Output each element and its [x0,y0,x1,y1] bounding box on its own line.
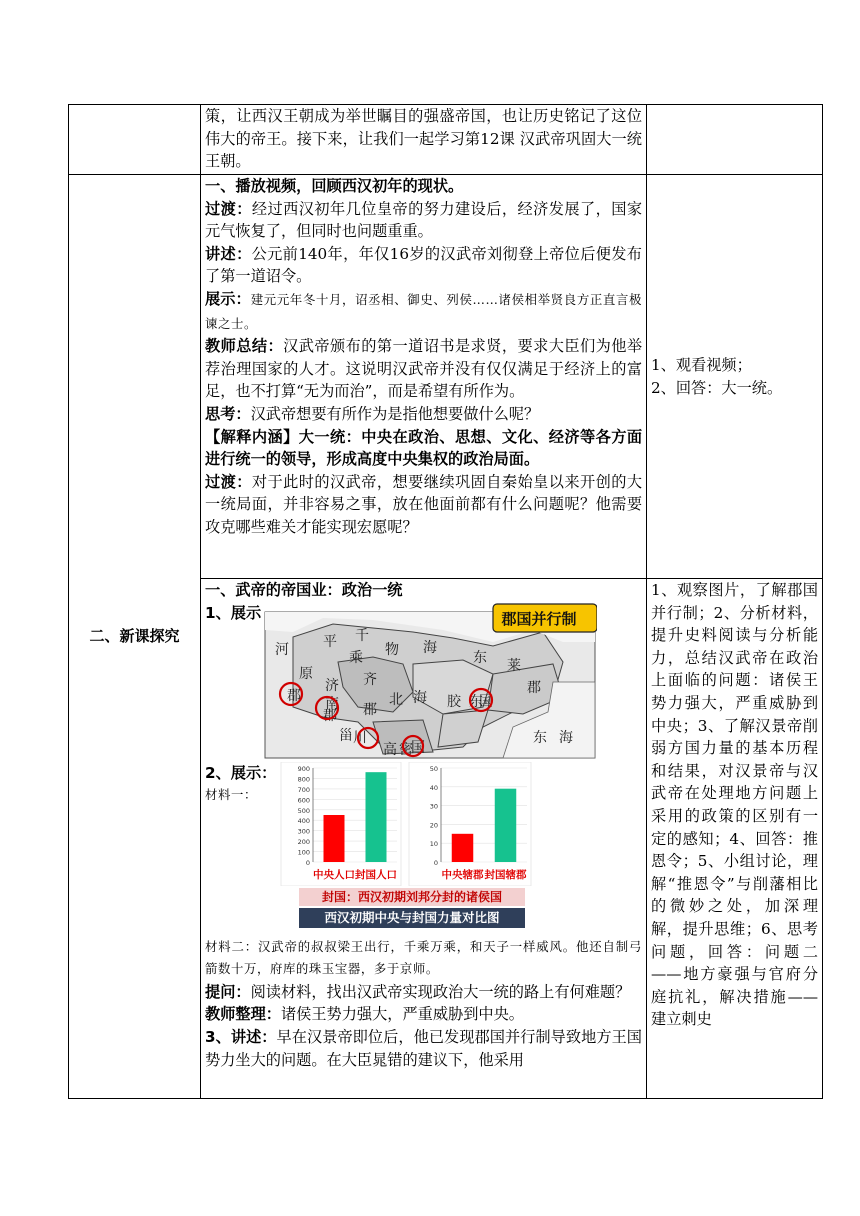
student-activities: 1、观察图片，了解郡国并行制；2、分析材料，提升史料阅读与分析能力，总结汉武帝在政治上面临的问题：诸侯王势力强大，严重威胁到中央；3、了解汉景帝削弱方国力量的基本历程和结果，对汉景帝与汉武帝在处理地方问题上采用的政策的区别有一定的感知；4、回答：推恩令；5、小组讨论，理解“推恩令”与削藩相比的微妙之处，加深理解，提升思维；6、思考问题，回答：问题二——地方豪强与官府分庭抗礼，解决措施——建立刺史 [651,581,818,1029]
bar [452,833,474,861]
category-label: 封国辖郡 [484,868,527,881]
y-tick-label: 0 [305,858,310,867]
map-place-label: 国 [479,693,494,710]
bar-charts [277,762,541,886]
part-heading: 一、武帝的帝国业：政治一统 [205,581,403,599]
category-label: 中央辖郡 [441,868,484,881]
bar [495,788,517,861]
para-label: 3、讲述： [205,1027,277,1046]
para-label: 思考： [205,404,251,423]
y-tick-label: 700 [297,785,310,794]
map-place-label: 高 [383,741,398,758]
bar [366,772,387,862]
map-place-label: 东 [469,693,484,710]
definition-paragraph: 【解释内涵】大一统：中央在政治、思想、文化、经济等各方面进行统一的领导，形成高度中央集权的政治局面。 [205,427,642,469]
map-figure-row [205,602,642,760]
map-place-label: 郡 [527,679,542,696]
paragraph [205,403,642,426]
teacher-activity-cell [201,105,647,175]
y-tick-label: 40 [429,783,438,792]
map-place-label: 川 [353,729,368,746]
para-text: 建元元年冬十月，诏丞相、御史、列侯……诸侯相举贤良方正直言极谏之士。 [205,291,643,331]
y-tick-label: 400 [297,816,310,825]
map-place-label: 海 [423,639,438,656]
lesson-plan-page [68,104,822,1098]
paragraph [205,1026,642,1071]
map-place-label: 胶 [447,693,462,710]
paragraph [205,1003,642,1026]
map-place-label: 密 [399,741,414,758]
student-item: 1、观看视频； [651,355,752,374]
para-label: 过渡： [205,199,252,218]
map-place-label: 河 [275,641,290,658]
para-text: 经过西汉初年几位皇帝的努力建设后，经济发展了，国家元气恢复了，但同时也问题重重。 [205,199,643,241]
bar-chart-1 [281,762,401,886]
map-place-label: 济 [325,677,340,694]
paragraph [205,243,642,288]
para-text: 公元前140年，年仅16岁的汉武帝刘彻登上帝位后便发布了第一道诏令。 [205,244,642,286]
map-figure [263,602,597,760]
y-tick-label: 30 [429,802,438,811]
para-text: 早在汉景帝即位后，他已发现郡国并行制导致地方王国势力坐大的问题。在大臣晁错的建议下，他采用 [205,1027,642,1069]
para-label: 展示： [205,289,251,308]
intro-continuation: 策，让西汉王朝成为举世瞩目的强盛帝国，也让历史铭记了这位伟大的帝王。接下来，让我们一起学习第12课 汉武帝巩固大一统王朝。 [205,107,642,171]
bar [324,815,345,862]
para-text: 汉武帝颁布的第一道诏书是求贤，要求大臣们为他举荐治理国家的人才。这说明汉武帝并没有仅仅满足于经济上的富足，也不打算“无为而治”，而是希望有所作为。 [205,337,643,401]
map-place-label: 海 [413,689,428,706]
para-text: 阅读材料，找出汉武帝实现政治大一统的路上有何难题？ [250,982,631,1001]
y-tick-label: 900 [297,764,310,773]
y-tick-label: 50 [429,764,438,773]
student-activity-cell [647,175,823,579]
section-label: 二、新课探究 [69,175,201,1099]
para-label: 教师总结： [205,337,284,356]
teacher-activity-cell [201,579,647,1099]
lesson-table [68,104,823,1099]
part-heading: 一、播放视频，回顾西汉初年的现状。 [205,177,464,195]
commandery-map-image [263,602,597,760]
paragraph [205,288,642,335]
y-tick-label: 600 [297,795,310,804]
map-place-label: 千 [355,627,370,644]
show-label: 1、展示 [205,603,262,622]
map-place-label: 甾 [339,727,354,744]
category-label: 中央人口 [313,868,355,881]
para-label: 提问： [205,982,251,1001]
paragraph [205,335,642,403]
map-place-label: 齐 [363,671,378,688]
para-label: 教师整理： [205,1005,281,1024]
chart-caption-title: 西汉初期中央与封国力量对比图 [299,908,525,928]
paragraph [205,471,642,539]
para-text: 对于此时的汉武帝，想要继续巩固自秦始皇以来开创的大一统局面，并非容易之事，放在他面前都有什么问题呢？他需要攻克哪些难关才能实现宏愿呢？ [205,472,643,536]
student-activity-cell [647,579,823,1099]
section-cell-empty [69,105,201,175]
chart-figure-row [205,762,642,936]
show-label: 2、展示： [205,763,277,782]
y-tick-label: 200 [297,837,310,846]
y-tick-label: 20 [429,820,438,829]
material2-paragraph: 材料二：汉武帝的叔叔梁王出行，千乘万乘，和天子一样威风。他还自制弓箭数十万，府库的珠玉宝器，多于京师。 [205,938,642,977]
teacher-activity-cell [201,175,647,579]
map-place-label: 国 [411,739,426,756]
map-place-label: 南 [325,695,340,712]
table-row [69,175,823,579]
map-place-label: 郡 [287,687,302,704]
map-place-label: 平 [323,633,338,650]
map-place-label: 东 [473,649,488,666]
para-text: 汉武帝想要有所作为是指他想要做什么呢？ [250,404,540,423]
chart-caption-note: 封国：西汉初期刘邦分封的诸侯国 [299,888,525,906]
bar-chart-2 [409,762,531,886]
y-tick-label: 300 [297,827,310,836]
map-place-label: 郡 [323,707,338,724]
map-place-label: 北 [389,691,404,708]
student-item: 2、回答：大一统。 [651,378,783,397]
material1-label: 材料一： [205,787,257,803]
table-row [69,105,823,175]
map-title: 郡国并行制 [501,609,577,628]
chart-labels [205,762,277,807]
map-place-label: 莱 [507,657,522,674]
map-place-label: 原 [299,665,314,682]
y-tick-label: 0 [433,858,438,867]
power-comparison-chart [277,762,541,936]
y-tick-label: 10 [429,839,438,848]
para-label: 讲述： [205,244,252,263]
map-place-label: 乘 [349,649,364,666]
y-tick-label: 500 [297,806,310,815]
student-activity-cell [647,105,823,175]
category-label: 封国人口 [355,868,397,881]
paragraph [205,981,642,1004]
para-label: 过渡： [205,472,252,491]
para-text: 诸侯王势力强大，严重威胁到中央。 [280,1005,524,1024]
y-tick-label: 100 [297,848,310,857]
paragraph [205,198,642,243]
map-place-label: 东 [533,729,548,746]
map-place-label: 海 [559,729,574,746]
map-place-label: 郡 [363,701,378,718]
map-place-label: 物 [385,641,400,658]
y-tick-label: 800 [297,775,310,784]
